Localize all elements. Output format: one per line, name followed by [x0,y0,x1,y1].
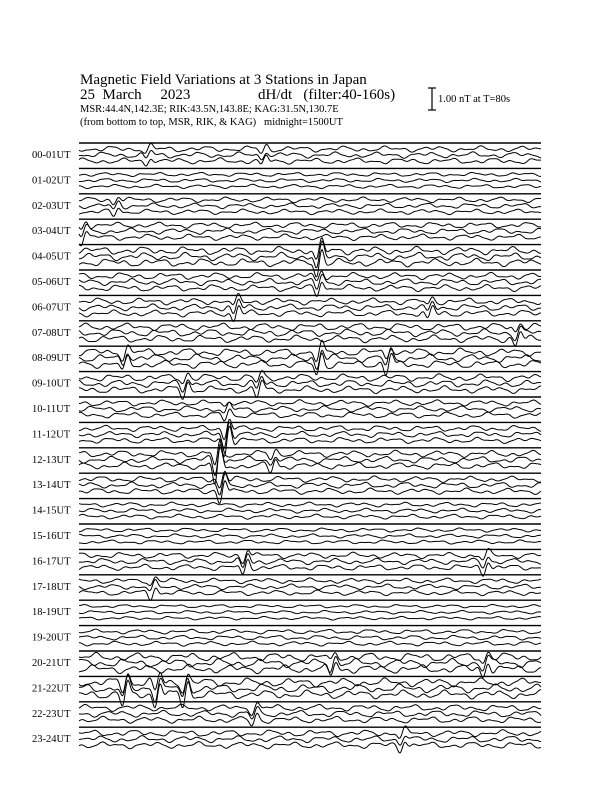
trace-kag [79,502,541,507]
row-02-03UT [32,194,541,216]
row-08-09UT [32,340,541,375]
trace-rik [79,178,541,182]
trace-rik [79,274,541,289]
trace-kag [79,197,541,205]
row-label: 13-14UT [32,480,71,492]
row-06-07UT [32,293,541,321]
trace-rik [79,508,541,513]
trace-msr [79,208,541,216]
trace-rik [79,201,541,209]
row-label: 11-12UT [32,429,71,441]
trace-msr [79,514,541,519]
trace-msr [79,481,541,504]
row-label: 22-23UT [32,708,71,720]
trace-msr [79,540,541,544]
row-label: 04-05UT [32,251,71,263]
row-10-11UT [32,397,541,421]
trace-kag [79,400,541,406]
row-15-16UT [32,524,541,544]
trace-kag [79,629,541,634]
row-label: 14-15UT [32,505,71,517]
row-label: 20-21UT [32,658,71,669]
trace-msr [79,250,541,277]
row-11-12UT [32,419,541,456]
row-16-17UT [32,548,541,576]
row-label: 00-01UT [32,150,71,161]
row-label: 07-08UT [32,327,71,339]
row-03-04UT [32,219,541,246]
row-label: 10-11UT [32,404,71,415]
row-label: 03-04UT [32,226,71,238]
row-22-23UT [32,702,541,726]
row-label: 02-03UT [32,200,71,212]
row-14-15UT [32,499,541,520]
trace-kag [79,604,541,607]
date-year: 2023 [160,87,191,103]
trace-kag [79,439,541,464]
scale-bar-label: 1.00 nT at T=80s [438,94,511,105]
row-label: 01-02UT [32,175,71,187]
row-label: 19-20UT [32,632,71,644]
row-20-21UT [32,651,541,678]
order-note: (from bottom to top, MSR, RIK, & KAG) [80,117,257,128]
row-label: 05-06UT [32,277,71,288]
row-label: 23-24UT [32,734,71,746]
trace-rik [79,447,541,475]
row-label: 21-22UT [32,683,71,695]
row-label: 17-18UT [32,581,71,593]
row-label: 12-13UT [32,454,71,466]
row-label: 08-09UT [32,353,71,365]
trace-msr [79,184,541,188]
row-23-24UT [32,726,541,753]
trace-kag [79,172,541,176]
scale-bar [428,88,436,110]
row-label: 18-19UT [32,607,71,619]
trace-rik [79,635,541,640]
row-09-10UT [32,371,541,400]
trace-msr [79,680,541,708]
trace-msr [79,641,541,646]
row-05-06UT [32,270,541,296]
row-18-19UT [32,600,541,620]
trace-msr [79,742,541,753]
row-label: 09-10UT [32,378,71,390]
row-04-05UT [32,238,541,277]
row-19-20UT [32,626,541,647]
row-17-18UT [32,575,541,601]
trace-kag [79,222,541,229]
trace-kag [79,577,541,586]
date-day: 25 [80,87,95,103]
midnight-note: midnight=1500UT [264,117,343,128]
row-label: 15-16UT [32,531,71,542]
row-01-02UT [32,168,541,188]
station-coordinates: MSR:44.4N,142.3E; RIK:43.5N,143.8E; KAG:31.5N,130.7E [80,104,339,115]
trace-msr [79,616,541,620]
trace-msr [79,559,541,576]
trace-msr [79,662,541,677]
trace-rik [79,736,541,746]
component-name: dH/dt [258,87,293,103]
trace-rik [79,150,541,159]
trace-msr [79,155,541,166]
filter-label: (filter:40-160s) [303,87,396,103]
row-12-13UT [32,439,541,484]
trace-kag [79,703,541,716]
trace-rik [79,610,541,613]
trace-kag [79,528,541,532]
date-month: March [102,87,142,103]
row-00-01UT [32,143,541,166]
row-label: 06-07UT [32,302,71,314]
row-07-08UT [32,321,541,346]
trace-rik [79,534,541,538]
trace-msr [79,409,541,421]
chart-title: Magnetic Field Variations at 3 Stations in Japan [80,72,367,88]
row-label: 16-17UT [32,556,71,568]
